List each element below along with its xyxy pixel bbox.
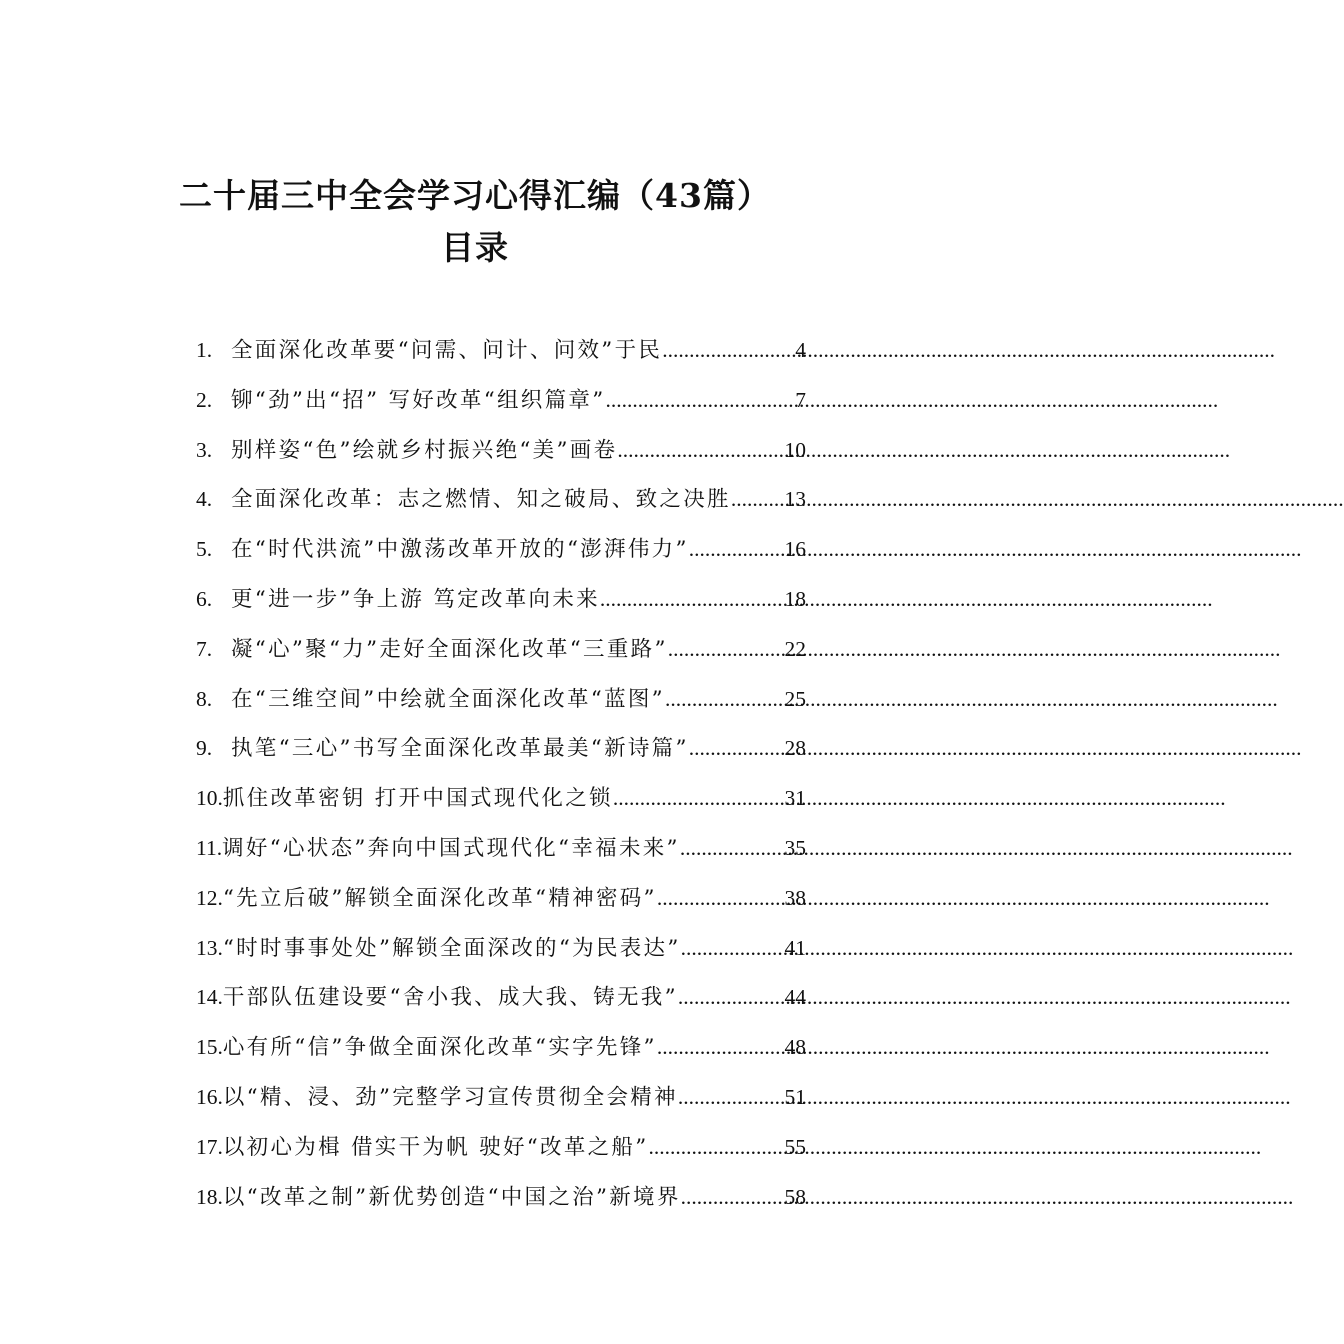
toc-entry-4[interactable]: [196, 479, 806, 529]
document-title: 二十届三中全会学习心得汇编（43篇）: [179, 176, 771, 215]
toc-entry-2[interactable]: [196, 380, 806, 430]
toc-entry-title: 执笔“三心”书写全面深化改革最美“新诗篇”: [231, 736, 689, 762]
toc-entry-3[interactable]: [196, 430, 806, 480]
toc-entry-page: 4: [795, 338, 806, 362]
toc-entry-title: 铆“劲”出“招” 写好改革“组织篇章”: [231, 387, 606, 413]
toc-entry-number: 9.: [196, 736, 213, 761]
toc-entry-title: 全面深化改革：志之燃情、知之破局、致之决胜: [231, 487, 731, 513]
toc-entry-7[interactable]: [196, 629, 806, 679]
toc-leader-dots: [649, 1127, 785, 1167]
toc-entry-number: 4.: [196, 487, 213, 512]
toc-entry-page: 22: [784, 636, 806, 661]
toc-leader-dots: [600, 579, 785, 619]
toc-entry-8[interactable]: [196, 679, 806, 729]
toc-entry-number: 3.: [196, 437, 213, 462]
toc-entry-page: 18: [784, 586, 806, 611]
toc-leader-dots: [657, 1027, 785, 1067]
toc-entry-number: 13.: [196, 935, 223, 960]
toc-entry-13[interactable]: [196, 928, 806, 978]
toc-leader-dots: [689, 529, 785, 569]
toc-entry-page: 35: [784, 835, 806, 860]
toc-entry-title: 凝“心”聚“力”走好全面深化改革“三重路”: [231, 636, 668, 662]
toc-entry-number: 11.: [196, 835, 223, 860]
toc-entry-18[interactable]: [196, 1177, 806, 1227]
toc-entry-page: 25: [784, 686, 806, 711]
toc-leader-dots: [617, 430, 784, 470]
toc-entry-number: 18.: [196, 1184, 223, 1209]
toc-leader-dots: [678, 977, 785, 1017]
toc-entry-title: 干部队伍建设要“舍小我、成大我、铸无我”: [222, 985, 678, 1011]
toc-entry-number: 2.: [196, 387, 213, 412]
toc-entry-title: 更“进一步”争上游 笃定改革向未来: [231, 586, 600, 612]
toc-entry-number: 10.: [196, 786, 223, 811]
toc-entry-title: 在“三维空间”中绘就全面深化改革“蓝图”: [231, 686, 665, 712]
toc-entry-15[interactable]: [196, 1027, 806, 1077]
toc-entry-page: 16: [784, 537, 806, 562]
toc-entry-page: 13: [784, 487, 806, 512]
toc-entry-page: 51: [784, 1084, 806, 1109]
toc-entry-title: 以“改革之制”新优势创造“中国之治”新境界: [222, 1184, 681, 1210]
toc-entry-title: 以初心为楫 借实干为帆 驶好“改革之船”: [222, 1134, 649, 1160]
toc-entry-9[interactable]: [196, 728, 806, 778]
toc-entry-number: 16.: [196, 1084, 223, 1109]
toc-entry-title: 别样姿“色”绘就乡村振兴绝“美”画卷: [231, 437, 618, 463]
toc-entry-number: 8.: [196, 686, 213, 711]
toc-entry-10[interactable]: [196, 778, 806, 828]
toc-entry-page: 38: [784, 885, 806, 910]
toc-entry-title: “时时事事处处”解锁全面深改的“为民表达”: [222, 935, 681, 961]
toc-entry-16[interactable]: [196, 1077, 806, 1127]
toc-leader-dots: [731, 479, 785, 519]
toc-entry-title: 以“精、浸、劲”完整学习宣传贯彻全会精神: [222, 1084, 678, 1110]
toc-entry-page: 41: [784, 935, 806, 960]
toc-entry-number: 17.: [196, 1134, 223, 1159]
toc-entry-title: 全面深化改革要“问需、问计、问效”于民: [231, 338, 663, 363]
table-of-contents: [196, 330, 806, 1226]
toc-entry-page: 48: [784, 1035, 806, 1060]
toc-entry-number: 5.: [196, 537, 213, 562]
toc-entry-number: 15.: [196, 1035, 223, 1060]
toc-leader-dots: [665, 679, 785, 719]
toc-leader-dots: [681, 1177, 785, 1217]
toc-leader-dots: [668, 629, 785, 669]
toc-entry-title: 抓住改革密钥 打开中国式现代化之锁: [222, 786, 613, 812]
toc-entry-page: 7: [795, 387, 806, 412]
toc-entry-page: 55: [784, 1134, 806, 1159]
toc-entry-title: “先立后破”解锁全面深化改革“精神密码”: [222, 885, 657, 911]
toc-leader-dots: [678, 1077, 785, 1117]
toc-entry-14[interactable]: [196, 977, 806, 1027]
toc-entry-12[interactable]: [196, 878, 806, 928]
toc-entry-page: 58: [784, 1184, 806, 1209]
toc-entry-1[interactable]: [196, 330, 806, 380]
toc-entry-11[interactable]: [196, 828, 806, 878]
toc-heading: 目录: [441, 228, 509, 267]
toc-entry-number: 12.: [196, 885, 223, 910]
toc-entry-page: 44: [784, 985, 806, 1010]
toc-entry-title: 在“时代洪流”中激荡改革开放的“澎湃伟力”: [231, 537, 689, 563]
toc-entry-title: 心有所“信”争做全面深化改革“实字先锋”: [222, 1035, 657, 1061]
toc-entry-6[interactable]: [196, 579, 806, 629]
toc-leader-dots: [605, 380, 795, 420]
toc-leader-dots: [613, 778, 785, 818]
toc-entry-page: 10: [784, 437, 806, 462]
toc-entry-5[interactable]: [196, 529, 806, 579]
toc-entry-number: 1.: [196, 338, 213, 362]
toc-leader-dots: [681, 928, 785, 968]
toc-leader-dots: [662, 330, 795, 370]
toc-entry-page: 28: [784, 736, 806, 761]
toc-entry-number: 14.: [196, 985, 223, 1010]
toc-leader-dots: [689, 728, 785, 768]
toc-leader-dots: [680, 828, 785, 868]
toc-entry-17[interactable]: [196, 1127, 806, 1177]
toc-leader-dots: [657, 878, 785, 918]
toc-entry-title: 调好“心状态”奔向中国式现代化“幸福未来”: [222, 835, 680, 861]
toc-entry-number: 7.: [196, 636, 213, 661]
toc-entry-page: 31: [784, 786, 806, 811]
toc-entry-number: 6.: [196, 586, 213, 611]
